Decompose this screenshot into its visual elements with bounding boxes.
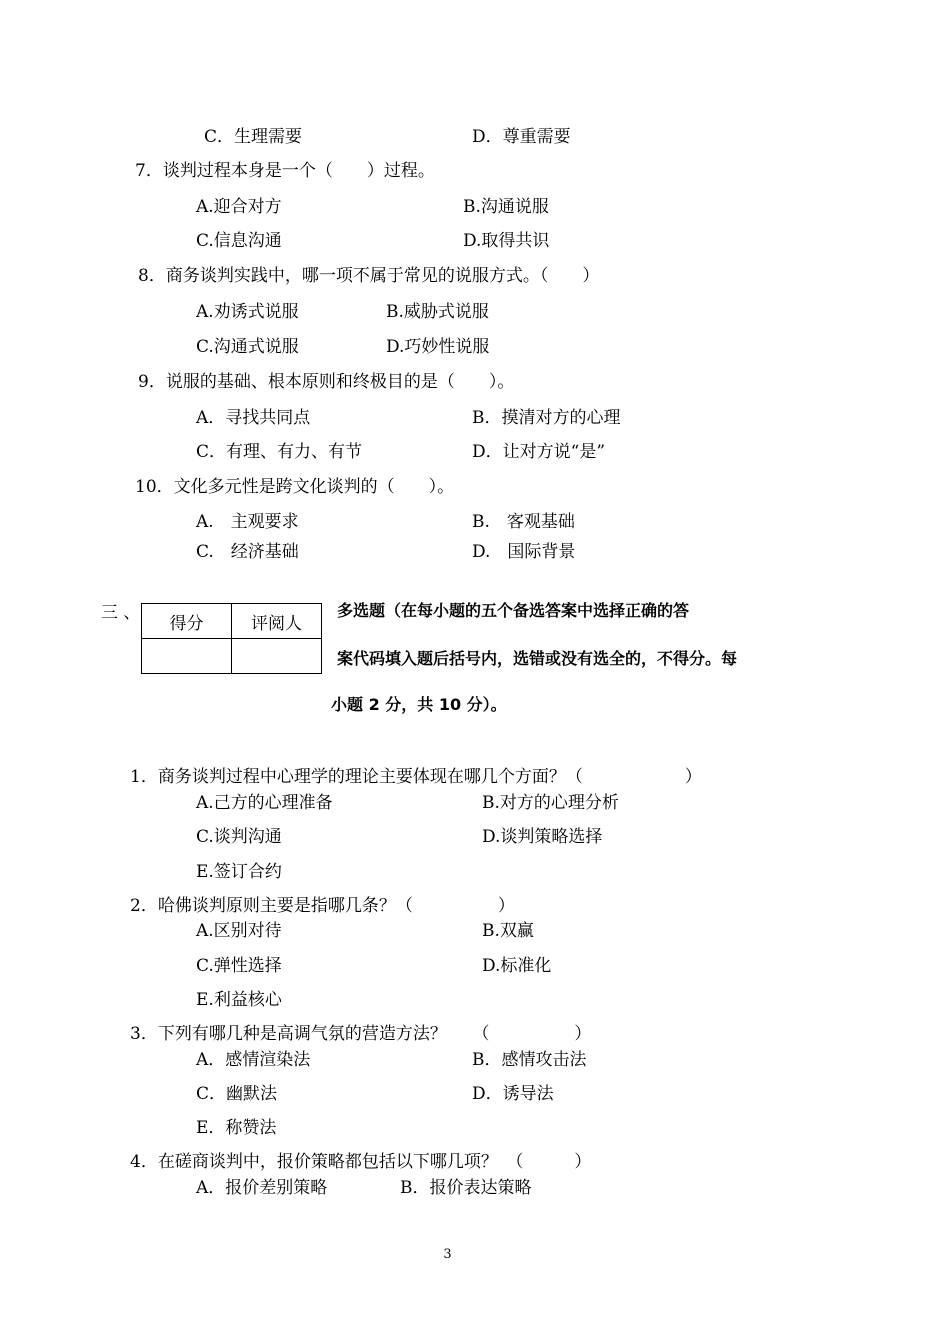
q7-option-c: C.信息沟通 — [196, 231, 282, 251]
q8-option-b: B.威胁式说服 — [386, 302, 489, 322]
q9-option-b: B．摸清对方的心理 — [472, 408, 621, 428]
q10-option-c: C. 经济基础 — [196, 542, 299, 562]
q7-option-d: D.取得共识 — [463, 231, 550, 251]
section-instruction-line1: 多选题（在每小题的五个备选答案中选择正确的答 — [337, 601, 690, 620]
m3-option-c: C．幽默法 — [196, 1084, 278, 1104]
m3-option-a: A．感情渲染法 — [196, 1050, 311, 1070]
section-number: 三 、 — [101, 603, 141, 623]
q6-option-c: C．生理需要 — [204, 127, 303, 147]
m1-option-c: C.谈判沟通 — [196, 827, 282, 847]
q9-option-d: D．让对方说“是” — [472, 442, 606, 462]
q6-option-d: D．尊重需要 — [472, 127, 571, 147]
m3-stem: 3．下列有哪几种是高调气氛的营造方法？ （ ） — [130, 1024, 592, 1044]
q7-option-a: A.迎合对方 — [196, 197, 282, 217]
m2-option-d: D.标准化 — [482, 956, 552, 976]
m3-option-e: E．称赞法 — [196, 1118, 277, 1138]
q10-stem: 10．文化多元性是跨文化谈判的（ ）。 — [135, 477, 455, 497]
m1-option-a: A.己方的心理准备 — [196, 793, 333, 813]
m1-option-e: E.签订合约 — [196, 862, 282, 882]
score-header: 得分 — [142, 604, 232, 639]
m2-stem: 2．哈佛谈判原则主要是指哪几条？（ ） — [130, 896, 515, 916]
m2-option-e: E.利益核心 — [196, 990, 282, 1010]
m2-option-b: B.双赢 — [482, 921, 534, 941]
q8-stem: 8．商务谈判实践中，哪一项不属于常见的说服方式。（ ） — [138, 266, 600, 286]
q10-option-b: B. 客观基础 — [472, 512, 575, 532]
m1-stem: 1．商务谈判过程中心理学的理论主要体现在哪几个方面？（ ） — [130, 767, 702, 787]
section-instruction-line3: 小题 2 分，共 10 分）。 — [331, 695, 507, 714]
m4-option-b: B．报价表达策略 — [400, 1178, 532, 1198]
q9-option-c: C．有理、有力、有节 — [196, 442, 363, 462]
q7-option-b: B.沟通说服 — [463, 197, 549, 217]
section-instruction-line2: 案代码填入题后括号内，选错或没有选全的，不得分。每 — [337, 649, 738, 668]
q8-option-a: A.劝诱式说服 — [196, 302, 299, 322]
m2-option-a: A.区别对待 — [196, 921, 282, 941]
m3-option-d: D．诱导法 — [472, 1084, 554, 1104]
q8-option-d: D.巧妙性说服 — [386, 337, 490, 357]
q10-option-a: A. 主观要求 — [196, 512, 299, 532]
m4-option-a: A．报价差别策略 — [196, 1178, 328, 1198]
q7-stem: 7．谈判过程本身是一个（ ）过程。 — [135, 161, 435, 181]
m1-option-b: B.对方的心理分析 — [482, 793, 619, 813]
score-cell[interactable] — [142, 639, 232, 674]
q10-option-d: D. 国际背景 — [472, 542, 576, 562]
page-number: 3 — [443, 1247, 452, 1262]
score-table — [141, 603, 322, 674]
m1-option-d: D.谈判策略选择 — [482, 827, 603, 847]
q8-option-c: C.沟通式说服 — [196, 337, 299, 357]
q9-stem: 9．说服的基础、根本原则和终极目的是（ ）。 — [138, 372, 515, 392]
m2-option-c: C.弹性选择 — [196, 956, 282, 976]
m4-stem: 4．在磋商谈判中，报价策略都包括以下哪几项？ （ ） — [130, 1152, 592, 1172]
reviewer-header: 评阅人 — [232, 604, 322, 639]
q9-option-a: A．寻找共同点 — [196, 408, 311, 428]
reviewer-cell[interactable] — [232, 639, 322, 674]
m3-option-b: B．感情攻击法 — [472, 1050, 587, 1070]
